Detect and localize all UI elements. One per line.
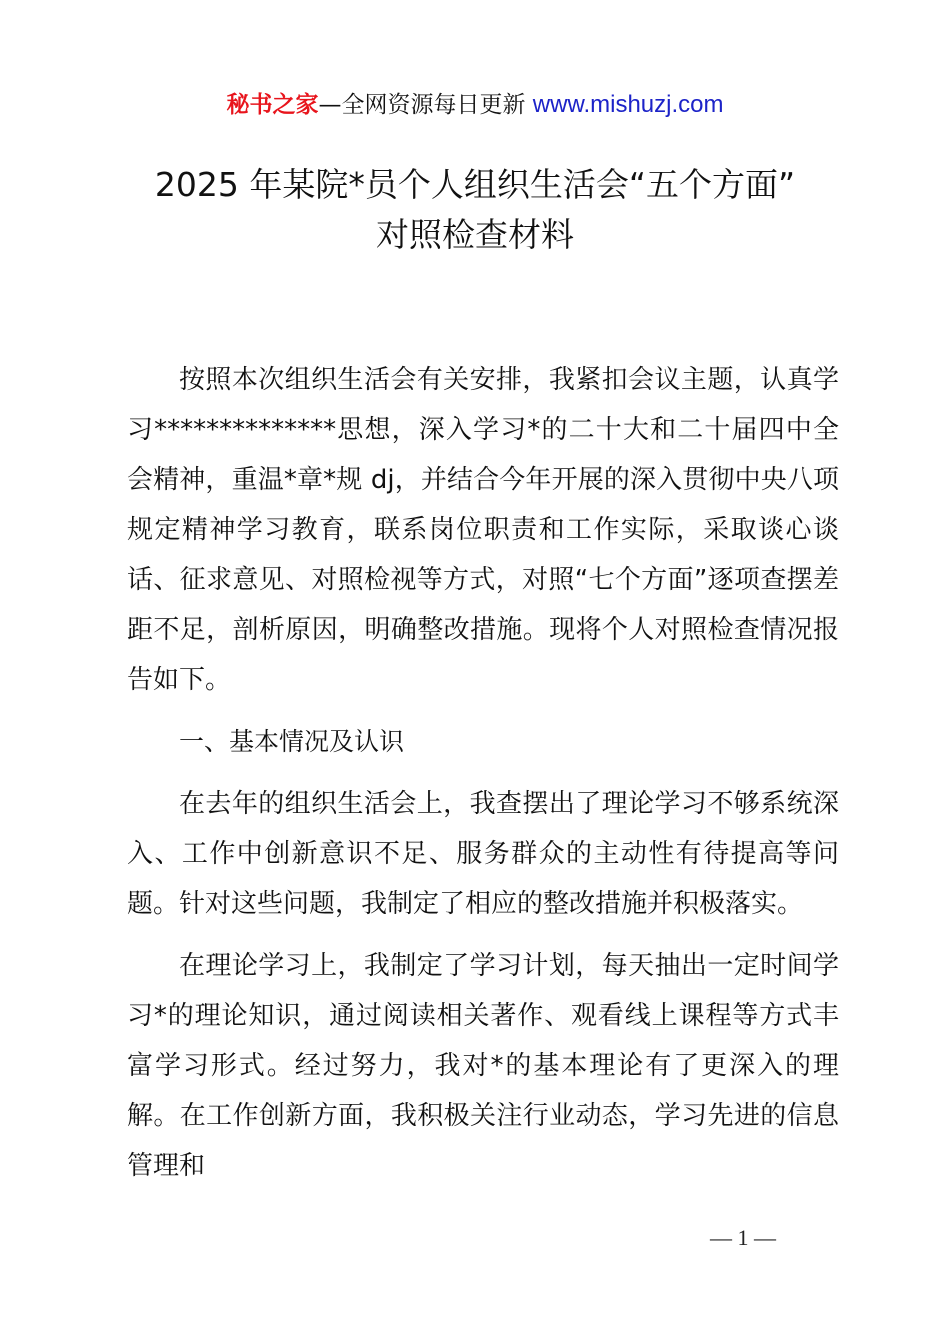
brand-name: 秘书之家 [226,92,319,118]
site-header [0,88,950,122]
page-number: — 1 — [710,1225,776,1250]
body-paragraph: 在去年的组织生活会上，我查摆出了理论学习不够系统深入、工作中创新意识不足、服务群众的主动性有待提高等问题。针对这些问题，我制定了相应的整改措施并积极落实。 [127,789,839,919]
document-title [60,160,890,260]
intro-paragraph: 按照本次组织生活会有关安排，我紧扣会议主题，认真学习**************思想，深入学习*的二十大和二十届四中全会精神，重温*章*规 dj，并结合今年开展的深入贯彻中央八项规定精神学习教育，联系岗位职责和工作实际，采取谈心谈话、征求意见、对照检视等方式，对照“七个方面”逐项查摆差距不足，剖析原因，明确整改措施。现将个人对照检查情况报告如下。 [127,365,839,695]
body-paragraph: 在理论学习上，我制定了学习计划，每天抽出一定时间学习*的理论知识，通过阅读相关著作、观看线上课程等方式丰富学习形式。经过努力，我对*的基本理论有了更深入的理解。在工作创新方面，我积极关注行业动态，学习先进的信息管理和 [127,951,839,1181]
title-line-2: 对照检查材料 [376,215,574,254]
header-tagline: —全网资源每日更新 [318,92,533,118]
title-line-1: 2025 年某院*员个人组织生活会“五个方面” [154,165,796,204]
section-heading: 一、基本情况及认识 [179,727,405,756]
document-body [127,355,839,1191]
site-url-link[interactable]: www.mishuzj.com [532,91,724,118]
